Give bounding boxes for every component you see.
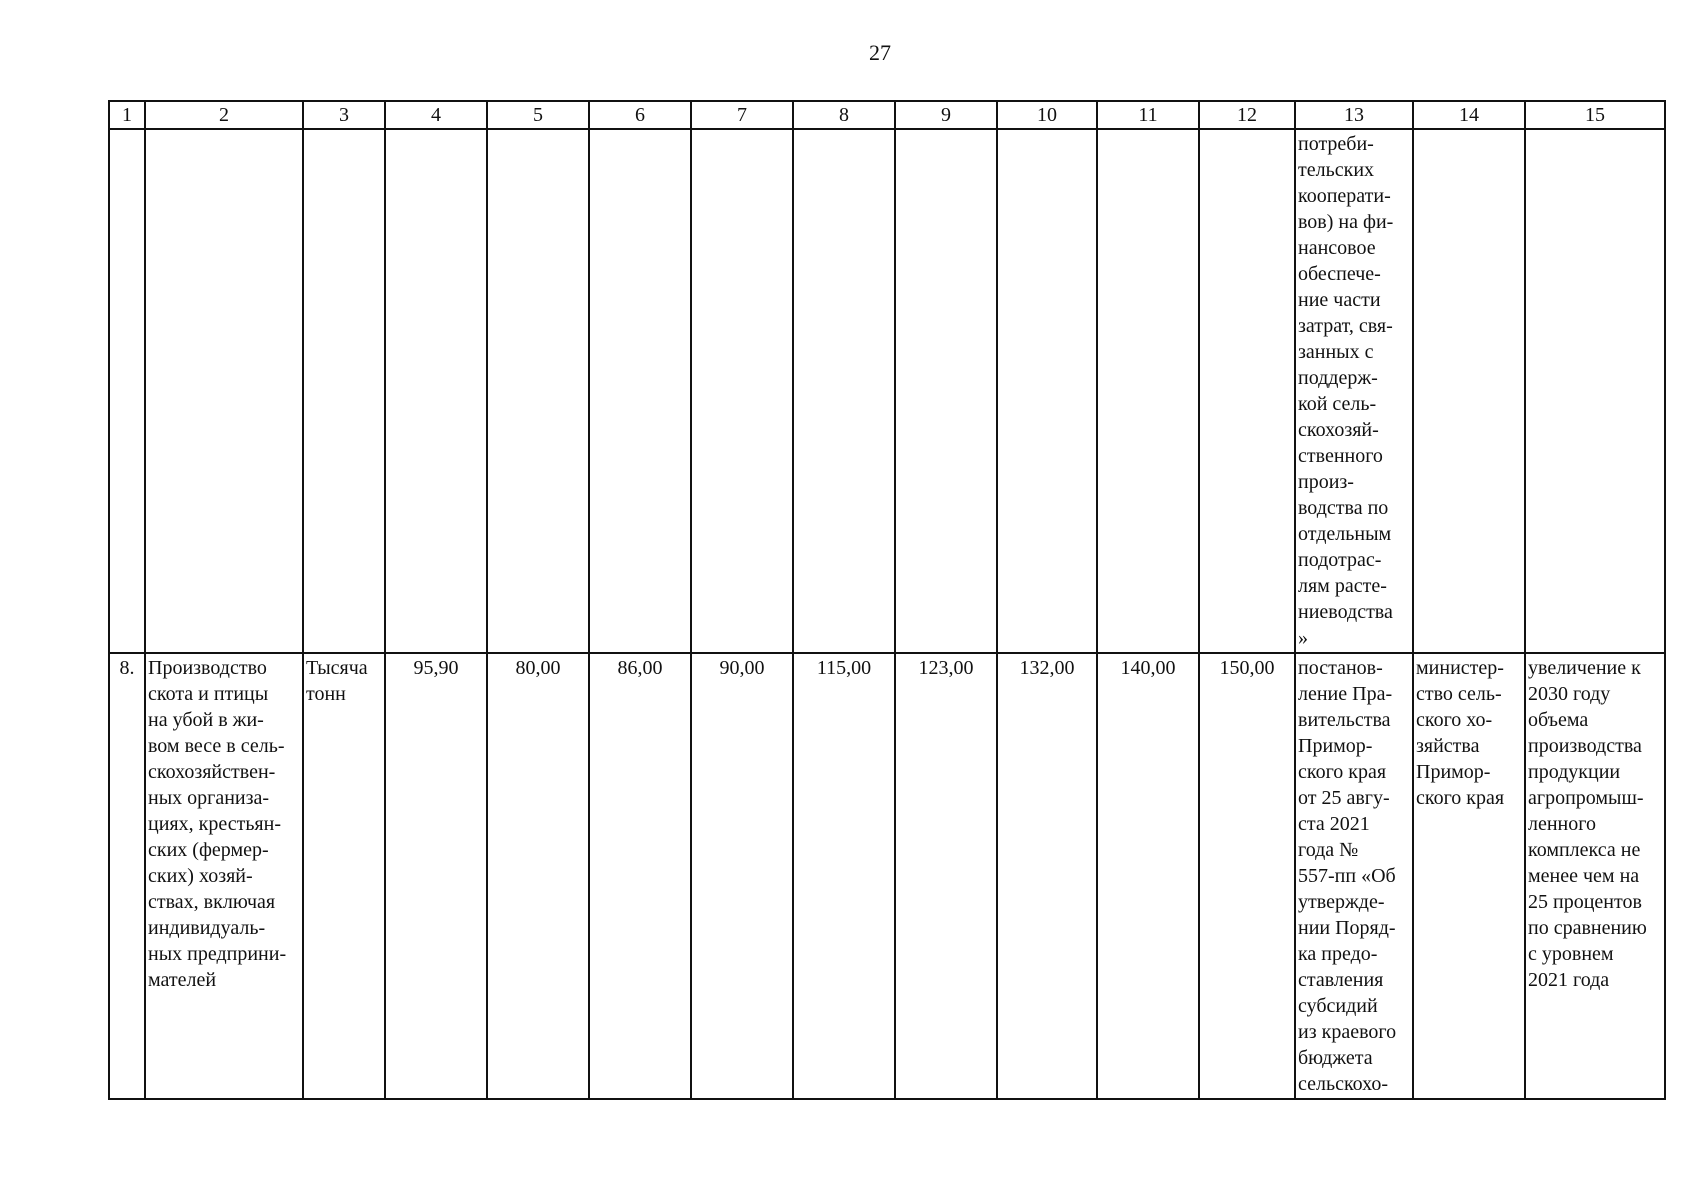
table-cell	[303, 129, 385, 653]
table-cell	[997, 129, 1097, 653]
value-cell: 95,90	[385, 653, 487, 1099]
column-number: 4	[385, 101, 487, 129]
column-number: 5	[487, 101, 589, 129]
table-cell	[487, 129, 589, 653]
value-cell: 132,00	[997, 653, 1097, 1099]
indicator-name: Производство скота и птицы на убой в жи- вом весе в сель- скохозяйствен- ных организа- циях, крестьян- ских (фермер- ских) хозяй- ствах, включая индивидуаль- ных предприни- мателей	[145, 653, 303, 1099]
column-number: 3	[303, 101, 385, 129]
value-cell: 150,00	[1199, 653, 1295, 1099]
value-cell: 86,00	[589, 653, 691, 1099]
column-number: 2	[145, 101, 303, 129]
table-cell	[1199, 129, 1295, 653]
table-cell	[1413, 129, 1525, 653]
column-number: 7	[691, 101, 793, 129]
column-number: 14	[1413, 101, 1525, 129]
table-cell	[793, 129, 895, 653]
value-cell: 140,00	[1097, 653, 1199, 1099]
value-cell: 90,00	[691, 653, 793, 1099]
value-cell: 80,00	[487, 653, 589, 1099]
table-cell	[1097, 129, 1199, 653]
data-table	[108, 100, 1666, 1100]
table-cell	[145, 129, 303, 653]
table-row-continued	[109, 129, 1665, 653]
continued-document-cell: потреби- тельских кооперати- вов) на фи- нансовое обеспече- ние части затрат, свя- занных с поддерж- кой сель- скохозяй- ственного произ- водства по отдельным подотрас- лям расте- ниеводства »	[1295, 129, 1413, 653]
column-number: 8	[793, 101, 895, 129]
table-cell	[385, 129, 487, 653]
legal-document-cell: постанов- ление Пра- вительства Примор- ского края от 25 авгу- ста 2021 года № 557-пп «Об утвержде- нии Поряд- ка предо- ставления субсидий из краевого бюджета сельскохо-	[1295, 653, 1413, 1099]
row-number: 8.	[109, 653, 145, 1099]
column-number: 9	[895, 101, 997, 129]
table-cell	[109, 129, 145, 653]
value-cell: 115,00	[793, 653, 895, 1099]
column-number: 11	[1097, 101, 1199, 129]
column-number: 6	[589, 101, 691, 129]
column-number: 15	[1525, 101, 1665, 129]
responsible-body-cell: министер- ство сель- ского хо- зяйства Примор- ского края	[1413, 653, 1525, 1099]
column-number-row	[109, 101, 1665, 129]
value-cell: 123,00	[895, 653, 997, 1099]
unit-of-measure: Тысяча тонн	[303, 653, 385, 1099]
column-number: 10	[997, 101, 1097, 129]
table-cell	[691, 129, 793, 653]
column-number: 1	[109, 101, 145, 129]
column-number: 12	[1199, 101, 1295, 129]
table-cell	[895, 129, 997, 653]
page-number: 27	[869, 40, 891, 65]
table-row	[109, 653, 1665, 1099]
table-cell	[1525, 129, 1665, 653]
expected-result-cell: увеличение к 2030 году объема производства продукции агропромыш- ленного комплекса не менее чем на 25 процентов по сравнению с уровнем 2021 года	[1525, 653, 1665, 1099]
table-cell	[589, 129, 691, 653]
column-number: 13	[1295, 101, 1413, 129]
